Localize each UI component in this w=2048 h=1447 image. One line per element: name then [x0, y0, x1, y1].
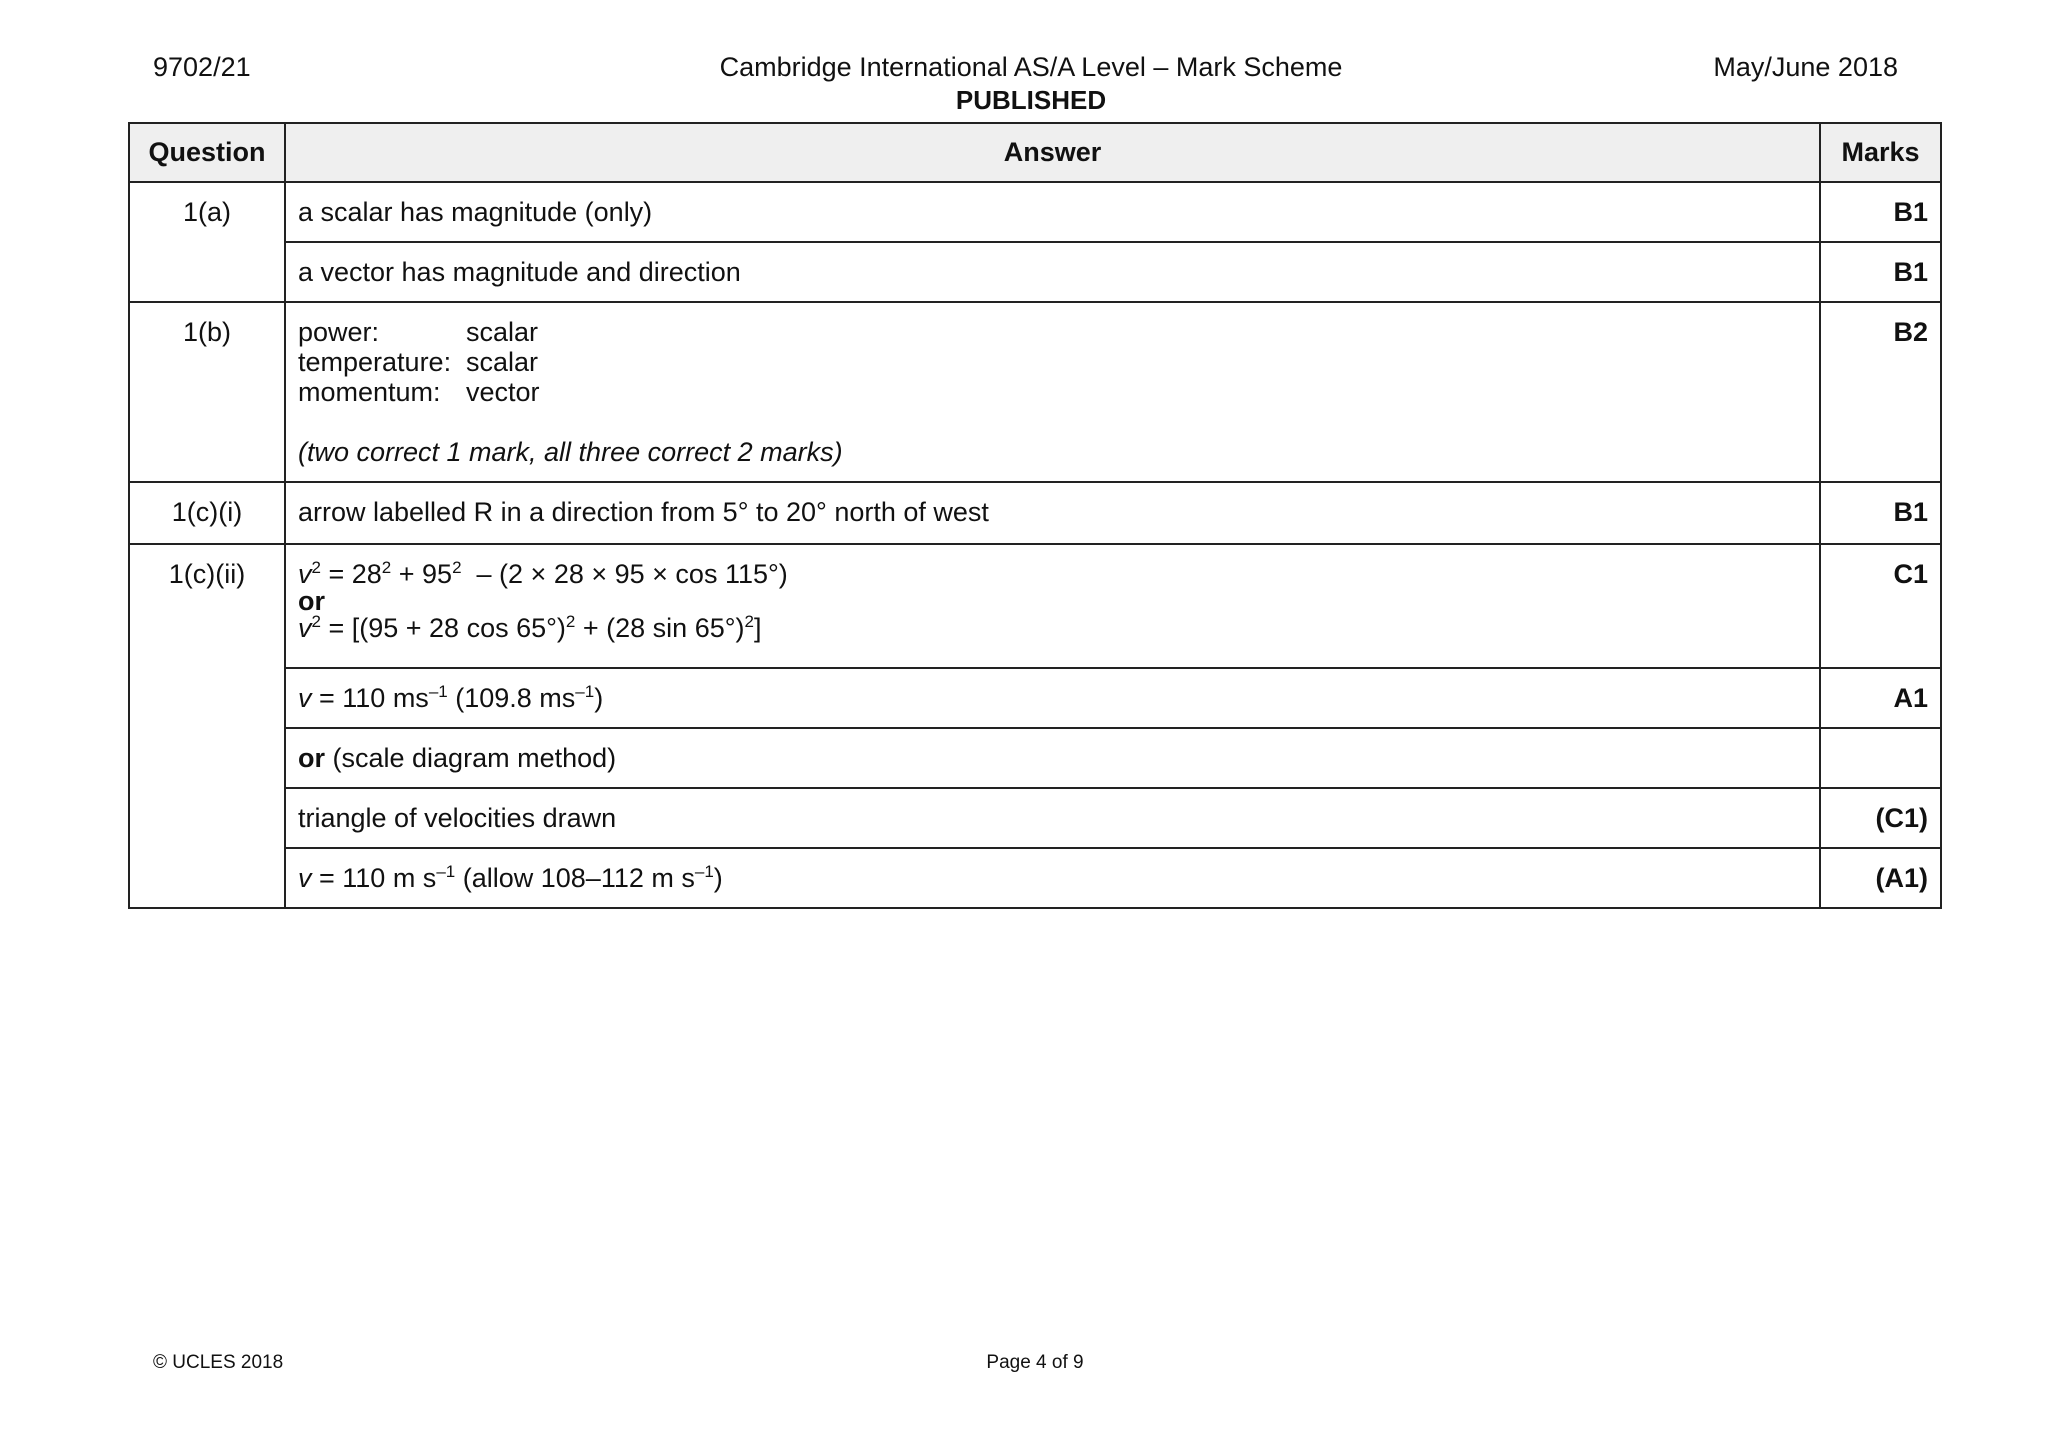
quantity-line — [298, 377, 1807, 407]
marks-column-header: Marks — [1820, 123, 1941, 182]
table-header-row — [129, 123, 1941, 182]
table-row — [129, 482, 1941, 544]
quantity-type: scalar — [466, 317, 539, 347]
answer-cell — [285, 544, 1820, 668]
mark-cell: B1 — [1820, 482, 1941, 544]
table-row — [129, 242, 1941, 302]
mark-cell: (A1) — [1820, 848, 1941, 908]
answer-column-header: Answer — [285, 123, 1820, 182]
document-title: Cambridge International AS/A Level – Mark Scheme — [719, 52, 1343, 82]
question-number: 1(a) — [129, 182, 285, 302]
quantity-label: temperature: — [298, 347, 452, 377]
table-row — [129, 544, 1941, 668]
answer-cell — [285, 302, 1820, 482]
mark-cell — [1820, 728, 1941, 788]
mark-cell: B1 — [1820, 242, 1941, 302]
answer-cell: or (scale diagram method) — [285, 728, 1820, 788]
or-label: or — [298, 586, 325, 616]
table-row — [129, 182, 1941, 242]
question-number: 1(c)(ii) — [129, 544, 285, 908]
copyright-notice: © UCLES 2018 — [153, 1352, 284, 1373]
answer-cell: a vector has magnitude and direction — [285, 242, 1820, 302]
answer-cell: a scalar has magnitude (only) — [285, 182, 1820, 242]
mark-cell: C1 — [1820, 544, 1941, 668]
table-row — [129, 668, 1941, 728]
quantity-label: power: — [298, 317, 380, 347]
answer-cell: triangle of velocities drawn — [285, 788, 1820, 848]
cosine-rule-equation: $v^2 = 28^2 + 95^2 - (2 \times 28 \times 95 \times \cos 115^\circ)$ — [298, 558, 788, 589]
mark-scheme-table — [128, 122, 1942, 909]
table-row — [129, 302, 1941, 482]
paper-code: 9702/21 — [153, 52, 251, 82]
answer-cell: arrow labelled R in a direction from 5° to 20° north of west — [285, 482, 1820, 544]
answer-cell: v = 110 $ms^{-1}$ (109.8 $ms^{-1}$) — [285, 668, 1820, 728]
mark-cell: (C1) — [1820, 788, 1941, 848]
table-row — [129, 788, 1941, 848]
marking-note: (two correct 1 mark, all three correct 2 marks) — [298, 437, 843, 467]
question-number: 1(c)(i) — [129, 482, 285, 544]
mark-cell: B2 — [1820, 302, 1941, 482]
question-column-header: Question — [129, 123, 285, 182]
published-label: PUBLISHED — [955, 85, 1107, 115]
mark-cell: B1 — [1820, 182, 1941, 242]
quantity-label: momentum: — [298, 377, 441, 407]
quantity-type: vector — [466, 377, 540, 407]
answer-cell: v = 110 m $s^{-1}$ (allow 108–112 m $s^{-1}$) — [285, 848, 1820, 908]
question-number: 1(b) — [129, 302, 285, 482]
components-equation: $v^2 = [(95 + 28$ cos 65°)$^2$ + (28 sin 65°)$^2$] — [298, 612, 762, 643]
table-row — [129, 848, 1941, 908]
quantity-line — [298, 347, 1807, 377]
quantity-line — [298, 317, 1807, 347]
mark-cell: A1 — [1820, 668, 1941, 728]
quantity-type: scalar — [466, 347, 539, 377]
exam-session: May/June 2018 — [1713, 52, 1898, 82]
table-row — [129, 728, 1941, 788]
page-number: Page 4 of 9 — [986, 1352, 1084, 1373]
